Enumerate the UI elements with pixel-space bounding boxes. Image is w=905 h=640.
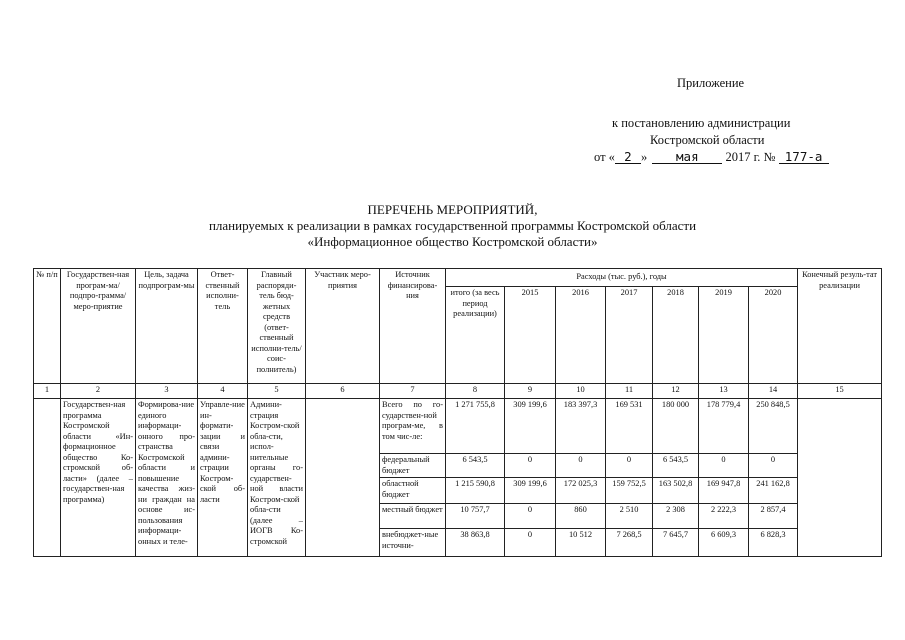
column-number: 1 (34, 384, 61, 399)
cell-2017: 159 752,5 (606, 478, 653, 504)
column-number: 10 (556, 384, 606, 399)
header-goal: Цель, задача подпрограм-мы (136, 269, 198, 384)
header-year: 2017 (606, 287, 653, 384)
cell-2020: 241 162,8 (749, 478, 798, 504)
cell-2018: 2 308 (653, 504, 699, 529)
cell-total: 10 757,7 (446, 504, 505, 529)
header-year: 2019 (699, 287, 749, 384)
header-participant: Участник меро-приятия (306, 269, 380, 384)
cell-source: внебюджет-ные источни- (380, 529, 446, 557)
cell-source: местный бюджет (380, 504, 446, 529)
header-num: № п/п (34, 269, 61, 384)
cell-2019: 2 222,3 (699, 504, 749, 529)
cell-total: 38 863,8 (446, 529, 505, 557)
cell-total: 1 271 755,8 (446, 399, 505, 454)
cell-2017: 0 (606, 454, 653, 478)
cell-2015: 0 (505, 504, 556, 529)
column-number: 6 (306, 384, 380, 399)
header-year: 2020 (749, 287, 798, 384)
column-number: 12 (653, 384, 699, 399)
date-month: мая (652, 150, 722, 164)
header-row (34, 269, 882, 287)
cell-2018: 6 543,5 (653, 454, 699, 478)
cell-source: областной бюджет (380, 478, 446, 504)
table-row (34, 399, 882, 454)
cell-goal: Формирова-ние единого информаци-онного про-странства Костромской области и повышение качества жиз-ни граждан на основе ис-пользования информаци-онных и теле- (136, 399, 198, 557)
cell-total: 6 543,5 (446, 454, 505, 478)
cell-2020: 0 (749, 454, 798, 478)
cell-2020: 250 848,5 (749, 399, 798, 454)
cell-2015: 309 199,6 (505, 478, 556, 504)
column-number: 8 (446, 384, 505, 399)
column-number: 11 (606, 384, 653, 399)
cell-2017: 169 531 (606, 399, 653, 454)
header-year: 2016 (556, 287, 606, 384)
column-number: 15 (798, 384, 882, 399)
cell-2016: 860 (556, 504, 606, 529)
header-expenses: Расходы (тыс. руб.), годы (446, 269, 798, 287)
cell-source: Всего по го-сударствен-ной програм-ме, в том чис-ле: (380, 399, 446, 454)
header-main-manager: Главный распоряди-тель бюд-жетных средств (ответ-ственный исполни-тель/соис-полнитель) (248, 269, 306, 384)
date-day: 2 (615, 150, 641, 164)
cell-2016: 183 397,3 (556, 399, 606, 454)
program-name: «Информационное общество Костромской области» (307, 234, 598, 249)
cell-2018: 7 645,7 (653, 529, 699, 557)
cell-2017: 2 510 (606, 504, 653, 529)
cell-2018: 163 502,8 (653, 478, 699, 504)
cell-2015: 0 (505, 529, 556, 557)
measures-table (33, 268, 882, 557)
date-prefix: от « (594, 150, 615, 164)
column-number: 5 (248, 384, 306, 399)
header-total: итого (за весь период реализации) (446, 287, 505, 384)
column-number: 14 (749, 384, 798, 399)
column-number: 7 (380, 384, 446, 399)
region-label: Костромской области (650, 133, 765, 147)
cell-source: федеральный бюджет (380, 454, 446, 478)
column-number-row (34, 384, 882, 399)
cell-2019: 6 609,3 (699, 529, 749, 557)
cell-num (34, 399, 61, 557)
column-number: 2 (61, 384, 136, 399)
cell-2017: 7 268,5 (606, 529, 653, 557)
header-year: 2018 (653, 287, 699, 384)
cell-2019: 178 779,4 (699, 399, 749, 454)
column-number: 13 (699, 384, 749, 399)
cell-2016: 0 (556, 454, 606, 478)
cell-program: Государствен-ная программа Костромской области «Ин-формационное общество Ко-стромской об-ласти» (далее – государствен-ная программа) (61, 399, 136, 557)
cell-2020: 6 828,3 (749, 529, 798, 557)
header-result: Конечный резуль-тат реализации (798, 269, 882, 384)
cell-total: 1 215 590,8 (446, 478, 505, 504)
resolution-label: к постановлению администрации (612, 116, 791, 130)
cell-participant (306, 399, 380, 557)
header-year: 2015 (505, 287, 556, 384)
resolution-date-line (594, 150, 829, 165)
cell-responsible: Управле-ние ин-формати-зации и связи админи-страции Костром-ской об-ласти (198, 399, 248, 557)
document-subtitle: планируемых к реализации в рамках государственной программы Костромской области (208, 218, 697, 233)
cell-2019: 0 (699, 454, 749, 478)
column-number: 3 (136, 384, 198, 399)
header-responsible: Ответ-ственный исполни-тель (198, 269, 248, 384)
column-number: 4 (198, 384, 248, 399)
header-program: Государствен-ная програм-ма/подпро-грамма/меро-приятие (61, 269, 136, 384)
cell-2015: 309 199,6 (505, 399, 556, 454)
cell-2018: 180 000 (653, 399, 699, 454)
date-mid: » (640, 150, 648, 164)
document-title: ПЕРЕЧЕНЬ МЕРОПРИЯТИЙ, (367, 202, 538, 217)
resolution-number: 177-а (779, 150, 829, 164)
column-number: 9 (505, 384, 556, 399)
cell-result (798, 399, 882, 557)
cell-main-manager: Админи-страция Костром-ской обла-сти, испол-нительные органы го-сударствен-ной власти Костром-ской обла-сти (далее – ИОГВ Ко-стромской (248, 399, 306, 557)
cell-2016: 10 512 (556, 529, 606, 557)
cell-2020: 2 857,4 (749, 504, 798, 529)
date-year: 2017 г. № (725, 150, 776, 164)
header-source: Источник финансирова-ния (380, 269, 446, 384)
cell-2019: 169 947,8 (699, 478, 749, 504)
appendix-label: Приложение (677, 76, 745, 90)
cell-2015: 0 (505, 454, 556, 478)
cell-2016: 172 025,3 (556, 478, 606, 504)
